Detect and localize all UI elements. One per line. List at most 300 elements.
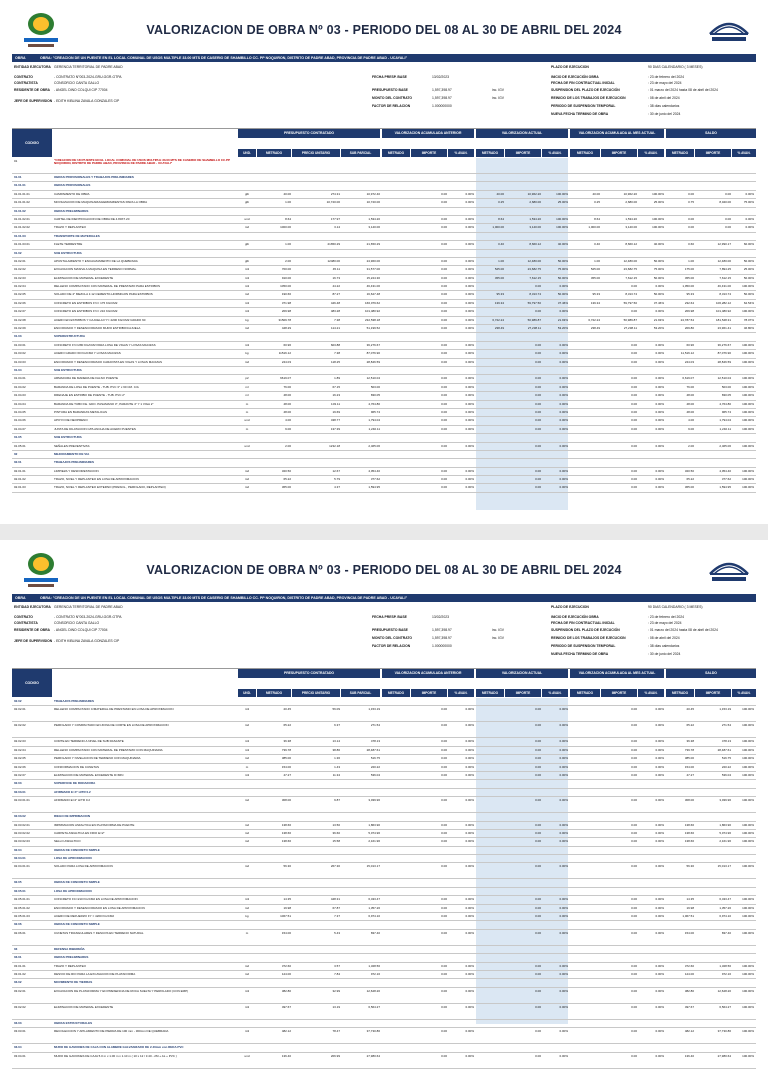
cell-desc: BARANDA DE LOSA DE PUENTE - TUB. PVC 3" x 60 CM. C/A <box>54 384 139 389</box>
cell-ap: 0.00% <box>465 393 474 398</box>
cell-ci: 0.00 <box>631 342 637 347</box>
cell-si: 8,040.00 <box>719 200 731 205</box>
sub-act-importe: IMPORTE <box>505 689 541 697</box>
cell-p: 448.31 <box>330 897 340 902</box>
cell-sp: 100.00% <box>742 963 754 968</box>
cell-p: 274.31 <box>330 191 340 196</box>
cell-si: 46,431.00 <box>717 284 731 289</box>
cell-ci: 0.00 <box>631 988 637 993</box>
cell-vi: 0.00 <box>535 359 541 364</box>
nueva-fecha-label: NUEVA FECHA TERMINO DE OBRA <box>551 652 609 656</box>
cell-desc: TRAZO Y REPLANTEO <box>54 225 86 230</box>
cell-desc: EXCAVACION MASIVA A MAQUINA EN TERRENO NORMAL <box>54 267 137 272</box>
cell-s: 220.22 <box>370 764 380 769</box>
cell-m: 1067.51 <box>280 914 291 919</box>
cell-ai: 0.00 <box>441 756 447 761</box>
cell-vi: 0.00 <box>535 905 541 910</box>
cell-si: 15,013.17 <box>717 864 731 869</box>
cell-vp: 0.00% <box>559 477 568 482</box>
contrato-label: CONTRATO <box>14 75 33 79</box>
cell-ap: 0.00% <box>465 359 474 364</box>
cell-sm: 65.22 <box>686 723 694 728</box>
entidad-label: ENTIDAD EJECUTORA <box>14 65 51 69</box>
cell-vp: 0.00% <box>559 971 568 976</box>
cell-si: 181,548.31 <box>715 317 731 322</box>
cell-m: 65.22 <box>283 723 291 728</box>
cell-sm: 76.00 <box>686 384 694 389</box>
cell-sp: 100.00% <box>742 971 754 976</box>
sub-ant-avan: % AVAN. <box>448 689 474 697</box>
cell-p: 137.39 <box>330 426 340 431</box>
valorization-page-2 <box>12 542 756 1058</box>
cell-sp: 100.00% <box>742 426 754 431</box>
cell-code: 03.04.01 <box>14 1053 26 1058</box>
cell-m: 31509.78 <box>278 317 291 322</box>
cell-ap: 0.00% <box>465 930 474 935</box>
cell-sm: 209.98 <box>684 309 694 314</box>
cell-s: 28,846.59 <box>366 359 380 364</box>
cell-und: m3 <box>244 747 250 752</box>
cell-sp: 100.00% <box>742 930 754 935</box>
residente-label: RESIDENTE DE OBRA <box>14 628 50 632</box>
cell-sp: 78.07% <box>743 317 754 322</box>
table-row <box>12 367 756 375</box>
suspension-value: : 01 marzo del 2024 hasta 08 de abril del 2024 <box>648 88 718 92</box>
cell-desc: OBRAS DE CONCRETO SIMPLE <box>54 922 100 927</box>
cell-p: 9.87 <box>334 798 340 803</box>
cell-und: m <box>245 401 249 406</box>
cell-desc: CONFORMACION DE CUNETAS <box>54 764 99 769</box>
cell-und: m2 <box>244 292 250 297</box>
project-title-bar <box>12 594 756 602</box>
cell-cp: 0.00% <box>655 822 664 827</box>
cell-sm: 48.00 <box>686 401 694 406</box>
cell-vp: 0.00% <box>559 309 568 314</box>
cell-m: 8.64 <box>285 216 291 221</box>
cell-cp: 0.00% <box>655 359 664 364</box>
entidad-label: ENTIDAD EJECUTORA <box>14 605 51 609</box>
cell-ap: 0.00% <box>465 200 474 205</box>
sub-sal-importe: IMPORTE <box>695 149 731 157</box>
cell-vm: 1,000.00 <box>492 225 504 230</box>
cell-cp: 0.00% <box>655 988 664 993</box>
cell-s: 4,764.80 <box>368 401 380 406</box>
cell-m: 2.00 <box>285 443 291 448</box>
suspension-label: SUSPENSION DEL PLAZO DE EJECUCIÓN <box>551 628 620 632</box>
cell-p: 11.34 <box>332 772 340 777</box>
cell-cp: 0.00% <box>655 426 664 431</box>
table-row <box>12 409 756 417</box>
cell-code: 02.02.02 <box>14 723 26 728</box>
cell-vi: 0.00 <box>535 309 541 314</box>
cell-vi: 0.00 <box>535 426 541 431</box>
cell-desc: ELIMINACION DE MATERIAL EXCEDENTE <box>54 275 114 280</box>
table-row <box>12 459 756 467</box>
cell-s: 965.74 <box>370 409 380 414</box>
obra-label: OBRA <box>15 596 26 600</box>
cell-cp: 50.00% <box>653 258 664 263</box>
cell-ai: 0.00 <box>441 342 447 347</box>
entidad-value: GERENCIA TERRITORIAL DE PADRE ABAD <box>54 605 123 609</box>
cell-vi: 0.00 <box>535 443 541 448</box>
sub-acu-metrado: METRADO <box>570 689 600 697</box>
cell-ai: 0.00 <box>441 963 447 968</box>
cell-cp: 0.00% <box>655 930 664 935</box>
cell-sm: 0.60 <box>688 242 694 247</box>
table-row <box>12 384 756 392</box>
col-actual: VALORIZACION ACTUAL <box>476 669 568 678</box>
table-row <box>12 747 756 755</box>
cell-sm: 1,050.00 <box>682 284 694 289</box>
cell-cp: 0.00% <box>655 485 664 490</box>
cell-sm: 154.00 <box>684 930 694 935</box>
cell-ap: 0.00% <box>465 897 474 902</box>
cell-vp: 50.00% <box>557 258 568 263</box>
table-row <box>12 838 756 846</box>
cell-s: 6,564.27 <box>368 1004 380 1009</box>
cell-si: 1,794.04 <box>719 418 731 423</box>
table-row <box>12 813 756 821</box>
cell-code: 01.02 <box>14 250 22 255</box>
cell-und: m3 <box>244 275 250 280</box>
cell-ai: 0.00 <box>441 300 447 305</box>
cell-cp: 0.00% <box>655 418 664 423</box>
cell-cp: 0.00% <box>655 342 664 347</box>
cell-vm: 95.33 <box>496 292 504 297</box>
col-presupuesto: PRESUPUESTO CONTRATADO <box>238 669 380 678</box>
cell-vi: 59,797.50 <box>527 300 541 305</box>
cell-sm: 244.03 <box>684 359 694 364</box>
cell-si: 106,282.12 <box>715 300 731 305</box>
cell-sm: 136.40 <box>684 1053 694 1058</box>
cell-m: 48.00 <box>283 393 291 398</box>
cell-ai: 0.00 <box>441 864 447 869</box>
cell-m: 190.66 <box>281 292 291 297</box>
cell-code: 01.03.03 <box>14 359 26 364</box>
cell-sp: 100.00% <box>742 914 754 919</box>
cell-vi: 0.00 <box>535 376 541 381</box>
cell-cp: 0.00% <box>655 1053 664 1058</box>
cell-si: 837.40 <box>721 930 731 935</box>
cell-s: 31,577.00 <box>366 267 380 272</box>
cell-code: 01.01.01 <box>14 183 26 188</box>
cell-sm: 6,619.07 <box>682 376 694 381</box>
cell-ai: 0.00 <box>441 739 447 744</box>
cell-sp: 100.00% <box>742 764 754 769</box>
cell-code: 01.03.01 <box>14 342 26 347</box>
reinicio-label: REINICIO DE LOS TRABAJOS DE EJECUCION <box>551 96 626 100</box>
cell-ap: 0.00% <box>465 747 474 752</box>
cell-s: 1,534.20 <box>368 216 380 221</box>
contratista-value: CONSORCIO CANTA GALLO <box>54 621 100 625</box>
cell-vp: 25.00% <box>557 200 568 205</box>
cell-m: 700.00 <box>281 267 291 272</box>
entidad-value: GERENCIA TERRITORIAL DE PADRE ABAD <box>54 65 123 69</box>
cell-s: 15,224.30 <box>366 275 380 280</box>
cell-cp: 0.00% <box>655 756 664 761</box>
factor-value: 1.000000000 <box>432 644 452 648</box>
cell-ap: 0.00% <box>465 905 474 910</box>
table-row <box>12 308 756 316</box>
cell-ap: 0.00% <box>465 822 474 827</box>
cell-ai: 0.00 <box>441 191 447 196</box>
cell-vi: 23,682.75 <box>527 267 541 272</box>
cell-ap: 0.00% <box>465 707 474 712</box>
cell-desc: APUNTALAMIENTO Y ENCAUZAMIENTO DE LA QUEBRADA <box>54 258 138 263</box>
cell-ai: 0.00 <box>441 443 447 448</box>
table-row <box>12 946 756 954</box>
cell-sm: 138.66 <box>684 830 694 835</box>
col-acumulada: VALORIZACION ACUMULADA AL MES ACTUAL <box>570 129 664 138</box>
periodo-value: : 38 días calendarios <box>648 104 680 108</box>
cell-p: 1.36 <box>334 756 340 761</box>
contrato-value: - CONTRATO N°003-2024-GRU-GGR-GTPA <box>54 75 122 79</box>
sub-acu-avan: % AVAN. <box>638 149 664 157</box>
cell-si: 28,846.59 <box>717 359 731 364</box>
cell-s: 536.04 <box>370 772 380 777</box>
cell-desc: TRAZO, NIVEL Y REPLANTEO EXTERNO (PRESOL., PERFILADO, REPLANTEO) <box>54 485 166 490</box>
cell-vi: 0.00 <box>535 723 541 728</box>
cell-sp: 100.00% <box>742 756 754 761</box>
cell-ai: 0.00 <box>441 822 447 827</box>
cell-vm: 0.40 <box>498 242 504 247</box>
cell-sm: 365.00 <box>684 485 694 490</box>
cell-desc: ACERO EN ESTRIBOS Y CAJUELA F'Y= 4200 KG/CM2 GRADO 60 <box>54 317 146 322</box>
factor-label: FACTOR DE RELACION <box>372 644 411 648</box>
cell-desc: MURO DE GAVIONES DE CAJA 5.0 m x 1.00 m x 1.10 m ( 10 x 12 / 3.40 - 2M + AL + PVC ) <box>54 1053 177 1058</box>
sub-sal-avan: % AVAN. <box>732 689 756 697</box>
cell-code: 01.04 <box>14 367 22 372</box>
cell-ap: 0.00% <box>465 864 474 869</box>
cell-cp: 0.00% <box>655 1004 664 1009</box>
table-row <box>12 954 756 962</box>
cell-vp: 0.00% <box>559 342 568 347</box>
cell-p: 21650.29 <box>327 242 340 247</box>
cell-cp: 0.00% <box>655 914 664 919</box>
cell-und: m2 <box>244 905 250 910</box>
cell-m: 497.67 <box>281 1004 291 1009</box>
cell-desc: DRENAJE EN ESTRIBO DE PUENTE - TUB. PVC 2" <box>54 393 126 398</box>
cell-s: 271.54 <box>370 723 380 728</box>
cell-desc: RELLENO COMPACTADO C/MATERIAL DE PRESTAMO EN LOSA DE APROXIMACION <box>54 707 174 712</box>
cell-desc: FLETE TERRESTRE <box>54 242 83 247</box>
cell-ai: 0.00 <box>441 393 447 398</box>
sub-sal-avan: % AVAN. <box>732 149 756 157</box>
jefe-label: JEFE DE SUPERVISION <box>14 99 53 103</box>
cell-ci: 12,480.00 <box>623 258 637 263</box>
cell-und: m <box>245 764 249 769</box>
cell-desc: RIEGO DE IMPRIMACION <box>54 814 91 819</box>
cell-ai: 0.00 <box>441 216 447 221</box>
cell-sp: 100.00% <box>742 1053 754 1058</box>
cell-ci: 0.00 <box>631 914 637 919</box>
cell-m: 2.00 <box>285 258 291 263</box>
cell-code: 03.01.02 <box>14 971 26 976</box>
cell-desc: OBRAS ESTRUCTURALES <box>54 1020 93 1025</box>
cell-ci: 0.00 <box>631 747 637 752</box>
table-row <box>12 266 756 274</box>
cell-cm: 525.00 <box>590 267 600 272</box>
cell-ci: 0.00 <box>631 443 637 448</box>
cell-und: m3 <box>244 1004 250 1009</box>
cell-cm: 1.00 <box>594 258 600 263</box>
cell-m: 14.35 <box>283 897 291 902</box>
cell-ap: 0.00% <box>465 275 474 280</box>
cell-vi: 0.00 <box>535 822 541 827</box>
cell-desc: APOYO DE NEOPRENO <box>54 418 88 423</box>
cell-cp: 0.00% <box>655 747 664 752</box>
cell-p: 118.25 <box>331 359 340 364</box>
col-anterior: VALORIZACION ACUMULADA ANTERIOR <box>382 129 474 138</box>
cell-sp: 100.00% <box>742 359 754 364</box>
cell-ai: 0.00 <box>441 905 447 910</box>
presupuesto-value: 1,597,398.97 <box>432 88 452 92</box>
cell-code: 01.01.02.01 <box>14 216 30 221</box>
cell-und: m2 <box>244 225 250 230</box>
cell-vp: 0.00% <box>559 764 568 769</box>
cell-sm: 308.00 <box>684 798 694 803</box>
cell-cm: 40.00 <box>592 191 600 196</box>
cell-s: 2,465.06 <box>368 443 380 448</box>
cell-desc: MURO DE GAVIONES DE CAJA CON ALAMBRE GALVANIZADO DE 2.40mm con REDA PVC <box>54 1045 184 1050</box>
cell-cp: 0.00% <box>655 477 664 482</box>
cell-s: 516.75 <box>370 756 380 761</box>
cell-code: 01.02.04 <box>14 284 26 289</box>
cell-und: kg <box>245 914 249 919</box>
cell-code: 01.02.06 <box>14 300 26 305</box>
jefe-value: - EDITH KIBLINA ZAVALA GONZALES CIP <box>54 99 120 103</box>
fin-label: FECHA DE FIN CONTRACTUAL INICIAL <box>551 621 615 625</box>
cell-m: 65.22 <box>283 477 291 482</box>
cell-vp: 0.00% <box>559 723 568 728</box>
inicio-label: INICIO DE EJECUCIÓN OBRA <box>551 75 599 79</box>
cell-ap: 0.00% <box>465 426 474 431</box>
cell-desc: PERFILADO Y NIVELACION DE TERRENO CON MAQUINARIA <box>54 756 141 761</box>
fecha-base-value: 13/02/2023 <box>432 75 449 79</box>
cell-ci: 2,680.00 <box>625 200 637 205</box>
cell-si: 4,764.80 <box>719 401 731 406</box>
cell-s: 972.16 <box>370 971 380 976</box>
cell-cp: 25.00% <box>653 200 664 205</box>
cell-sm: 482.12 <box>684 1029 694 1034</box>
cell-cp: 50.00% <box>653 275 664 280</box>
cell-si: 2,161.96 <box>719 839 731 844</box>
cell-code: 02.03 <box>14 781 22 786</box>
cell-sp: 50.00% <box>743 275 754 280</box>
cell-ap: 0.00% <box>465 1053 474 1058</box>
cell-cp: 0.00% <box>655 393 664 398</box>
cell-vm: 455.00 <box>494 275 504 280</box>
cell-sm: 4.00 <box>688 418 694 423</box>
cell-ai: 0.00 <box>441 426 447 431</box>
cell-sp: 100.00% <box>742 409 754 414</box>
cell-vi: 0.00 <box>535 485 541 490</box>
cell-p: 44.22 <box>332 284 340 289</box>
cell-ap: 0.00% <box>465 242 474 247</box>
cell-ai: 0.00 <box>441 1004 447 1009</box>
cell-und: glb <box>244 191 249 196</box>
cell-ap: 0.00% <box>465 963 474 968</box>
cell-ap: 0.00% <box>465 409 474 414</box>
sub-acu-importe: IMPORTE <box>601 689 637 697</box>
page-title: VALORIZACION DE OBRA Nº 03 - PERIODO DEL 08 AL 30 DE ABRIL DEL 2024 <box>146 23 622 37</box>
nueva-fecha-value: : 30 de junio del 2024 <box>648 652 681 656</box>
cell-cp: 0.00% <box>655 284 664 289</box>
cell-und: m3 <box>244 772 250 777</box>
cell-ai: 0.00 <box>441 258 447 263</box>
cell-ai: 0.00 <box>441 477 447 482</box>
table-row <box>12 199 756 207</box>
fecha-base-label: FECHA PRESP. BASE <box>372 615 407 619</box>
cell-ci: 50,989.87 <box>623 317 637 322</box>
contratista-label: CONTRATISTA <box>14 621 38 625</box>
cell-cm: 0.40 <box>594 242 600 247</box>
col-codigo: CODIGO <box>12 669 52 697</box>
cell-ci: 0.00 <box>631 376 637 381</box>
cell-code: 03.03.01 <box>14 1029 26 1034</box>
cell-code: 02.02.03 <box>14 739 26 744</box>
cell-desc: DESVIO DE RIO PARA LA EXCAVACION DE PLATAFORMA <box>54 971 136 976</box>
cell-code: 01.02.07 <box>14 309 26 314</box>
jefe-value: - EDITH KIBLINA ZAVALA GONZALES CIP <box>54 639 120 643</box>
cell-s: 2,161.96 <box>368 839 380 844</box>
table-header <box>12 128 756 157</box>
cell-und: m3 <box>244 1029 250 1034</box>
cell-p: 12.67 <box>332 468 340 473</box>
table-row <box>12 755 756 763</box>
cell-m: 48.00 <box>283 409 291 414</box>
table-row <box>12 971 756 979</box>
cell-cp: 0.00% <box>655 864 664 869</box>
suspension-value: : 01 marzo del 2024 hasta 08 de abril del 2024 <box>648 628 718 632</box>
cell-sm: 48.00 <box>686 409 694 414</box>
cell-si: 12,510.04 <box>717 376 731 381</box>
sub-act-importe: IMPORTE <box>505 149 541 157</box>
cell-sp: 100.00% <box>742 284 754 289</box>
cell-desc: ELIMINACION DE MATERIAL EXCEDENTE <box>54 1004 114 1009</box>
cell-ci: 0.00 <box>631 409 637 414</box>
cell-code: 02.04 <box>14 847 22 852</box>
cell-vm: 525.00 <box>494 267 504 272</box>
cell-m: 56.30 <box>283 864 291 869</box>
cell-sp: 60.00% <box>743 242 754 247</box>
cell-desc: AFIRMADO E=4" H/TR 0.2 <box>54 789 91 794</box>
cell-sp: 100.00% <box>742 342 754 347</box>
cell-code: 02.01.02 <box>14 477 26 482</box>
table-row <box>12 484 756 492</box>
cell-und: m2 <box>244 477 250 482</box>
cell-sp: 100.00% <box>742 384 754 389</box>
cell-desc: SUB ESTRUCTURA <box>54 367 82 372</box>
cell-m: 372.60 <box>281 963 291 968</box>
cell-code: 03.01.01 <box>14 963 26 968</box>
cell-desc: SELLO ASFALTICO <box>54 839 81 844</box>
cell-desc: SOLADO DE 4" MEZCLA 1:12 CEMENTO-HORMIGON PARA ESTRIBOS <box>54 292 153 297</box>
cell-sm: 175.00 <box>684 267 694 272</box>
cell-m: 9.00 <box>285 426 291 431</box>
table-row <box>12 208 756 216</box>
cell-desc: AFIRMADO E=4" H/TR 0.2 <box>54 798 90 803</box>
cell-ap: 0.00% <box>465 317 474 322</box>
cell-vi: 0.00 <box>535 384 541 389</box>
cell-s: 37,730.86 <box>366 1029 380 1034</box>
cell-vp: 0.00% <box>559 384 568 389</box>
cell-vp: 0.00% <box>559 1053 568 1058</box>
cell-m: 19.98 <box>283 905 291 910</box>
cell-ai: 0.00 <box>441 764 447 769</box>
cell-s: 1,863.90 <box>368 822 380 827</box>
cell-cp: 0.00% <box>655 905 664 910</box>
